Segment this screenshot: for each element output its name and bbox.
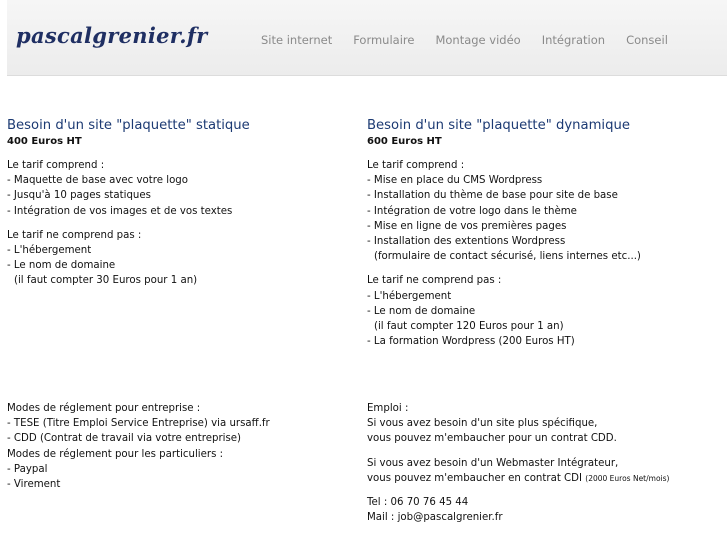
employment-mail: Mail : job@pascalgrenier.fr	[367, 512, 503, 524]
employment-cdi-line1: Si vous avez besoin d'un Webmaster Intégrateur,	[367, 457, 619, 469]
static-offer	[7, 118, 357, 289]
employment-cdd-line1: Si vous avez besoin d'un site plus spécifique,	[367, 418, 598, 430]
nav-formulaire[interactable]: Formulaire	[353, 33, 415, 47]
list-item: - Installation des extentions Wordpress	[367, 236, 566, 248]
static-excludes-note: (il faut compter 30 Euros pour 1 an)	[14, 275, 198, 287]
employment	[367, 401, 717, 525]
list-item: - CDD (Contrat de travail via votre entreprise)	[7, 433, 242, 445]
list-item: - Paypal	[7, 463, 48, 475]
dynamic-offer-title: Besoin d'un site "plaquette" dynamique	[367, 118, 630, 133]
dynamic-offer-price: 600 Euros HT	[367, 136, 442, 147]
list-item: - Maquette de base avec votre logo	[7, 175, 188, 187]
nav-site-internet[interactable]: Site internet	[261, 33, 333, 47]
dynamic-offer	[367, 118, 717, 349]
dynamic-includes-note: (formulaire de contact sécurisé, liens internes etc...)	[374, 251, 641, 263]
employment-cdi-line2	[367, 471, 717, 486]
main-nav	[261, 33, 689, 47]
employment-title: Emploi :	[367, 403, 409, 414]
list-item: - Intégration de vos images et de vos textes	[7, 205, 233, 217]
list-item: - Installation du thème de base pour site de base	[367, 190, 618, 202]
list-item: - Virement	[7, 479, 61, 491]
payment-individual-title: Modes de réglement pour les particuliers :	[7, 448, 224, 460]
list-item: - L'hébergement	[7, 245, 92, 257]
dynamic-includes-title: Le tarif comprend :	[367, 160, 465, 171]
dynamic-excludes-note: (il faut compter 120 Euros pour 1 an)	[374, 321, 564, 333]
employment-cdi-text: vous pouvez m'embaucher en contrat CDI	[367, 472, 583, 484]
site-logo[interactable]: pascalgrenier.fr	[16, 23, 208, 48]
static-excludes-title: Le tarif ne comprend pas :	[7, 229, 142, 241]
nav-montage-video[interactable]: Montage vidéo	[435, 33, 521, 47]
dynamic-excludes-title: Le tarif ne comprend pas :	[367, 275, 502, 287]
static-offer-title: Besoin d'un site "plaquette" statique	[7, 118, 250, 133]
static-includes-title: Le tarif comprend :	[7, 160, 105, 171]
list-item: - Mise en ligne de vos premières pages	[367, 220, 567, 232]
payment-modes	[7, 401, 357, 492]
list-item: - La formation Wordpress (200 Euros HT)	[367, 336, 575, 348]
employment-tel: Tel : 06 70 76 45 44	[367, 497, 469, 509]
list-item: - Jusqu'à 10 pages statiques	[7, 190, 151, 202]
employment-cdi-salary: (2000 Euros Net/mois)	[585, 473, 670, 483]
site-header	[7, 0, 727, 76]
list-item: - Le nom de domaine	[7, 260, 116, 272]
static-offer-price: 400 Euros HT	[7, 136, 82, 147]
list-item: - Intégration de votre logo dans le thème	[367, 205, 577, 217]
list-item: - Mise en place du CMS Wordpress	[367, 175, 543, 187]
payment-business-title: Modes de réglement pour entreprise :	[7, 403, 201, 414]
list-item: - TESE (Titre Emploi Service Entreprise) via ursaff.fr	[7, 418, 270, 430]
nav-integration[interactable]: Intégration	[541, 33, 606, 47]
nav-conseil[interactable]: Conseil	[626, 33, 668, 47]
list-item: - L'hébergement	[367, 290, 452, 302]
list-item: - Le nom de domaine	[367, 305, 476, 317]
employment-cdd-line2: vous pouvez m'embaucher pour un contrat CDD.	[367, 433, 617, 445]
